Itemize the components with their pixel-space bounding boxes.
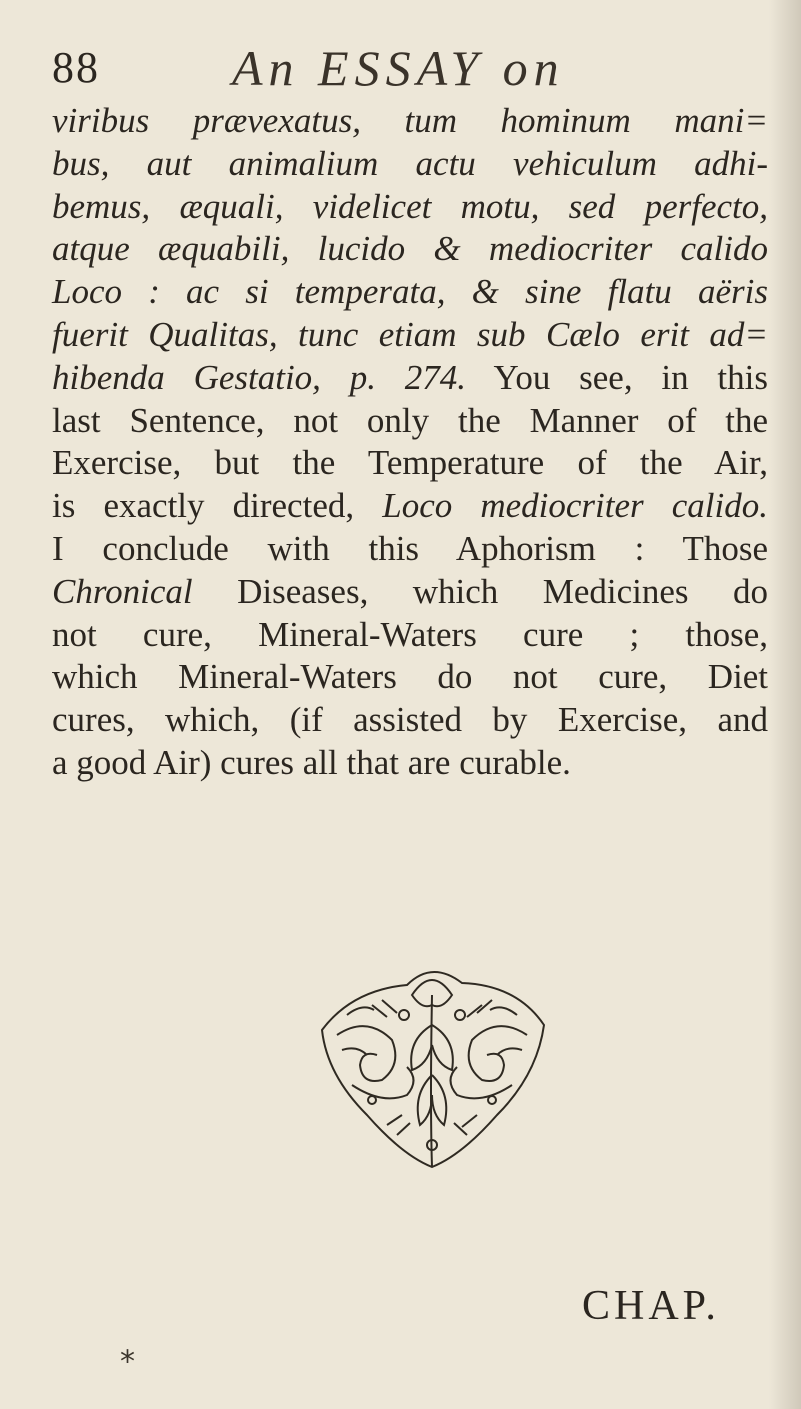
text-line (52, 314, 768, 357)
text-line (52, 528, 768, 571)
page-number: 88 (52, 43, 100, 92)
page-header (52, 38, 752, 98)
text-line (52, 228, 768, 271)
italic-text-segment: atque æquabili, lucido & mediocriter calido (52, 229, 768, 269)
text-segment: last Sentence, not only the Manner of the (52, 400, 768, 440)
catchword: CHAP. (582, 1283, 720, 1329)
text-line (52, 100, 768, 143)
text-line (52, 357, 768, 400)
italic-text-segment: fuerit Qualitas, tunc etiam sub Cælo erit ad= (52, 314, 768, 354)
italic-text-segment: Loco : ac si temperata, & sine flatu aëris (52, 272, 768, 312)
text-line (52, 143, 768, 186)
italic-text-segment: bemus, æquali, videlicet motu, sed perfecto, (52, 186, 768, 226)
body-text (52, 100, 768, 785)
italic-text-segment: bus, aut animalium actu vehiculum adhi- (52, 143, 768, 183)
text-line (52, 656, 768, 699)
text-line (52, 571, 768, 614)
text-line (52, 699, 768, 742)
text-line (52, 742, 768, 785)
text-segment: Diseases, which Medicines do (192, 571, 768, 611)
text-segment: You see, in this (466, 357, 768, 397)
text-segment: is exactly directed, (52, 486, 383, 526)
italic-text-segment: Loco mediocriter calido. (382, 486, 769, 526)
italic-text-segment: Chronical (52, 571, 193, 611)
text-segment: not cure, Mineral-Waters cure ; those, (52, 614, 768, 654)
signature-mark: ⁎ (120, 1335, 135, 1370)
floral-tailpiece-icon (312, 955, 552, 1170)
running-title: An ESSAY on (232, 40, 565, 96)
italic-text-segment: hibenda Gestatio, p. 274. (52, 357, 467, 397)
text-segment: a good Air) cures all that are curable. (52, 742, 571, 782)
text-line (52, 614, 768, 657)
text-line (52, 485, 768, 528)
text-segment: cures, which, (if assisted by Exercise, and (52, 700, 768, 740)
text-line (52, 400, 768, 443)
text-segment: which Mineral-Waters do not cure, Diet (52, 657, 768, 697)
text-segment: I conclude with this Aphorism : Those (52, 528, 768, 568)
text-line (52, 442, 768, 485)
text-line (52, 186, 768, 229)
text-segment: Exercise, but the Temperature of the Air, (52, 443, 768, 483)
italic-text-segment: viribus prævexatus, tum hominum mani= (52, 101, 768, 140)
text-line (52, 271, 768, 314)
